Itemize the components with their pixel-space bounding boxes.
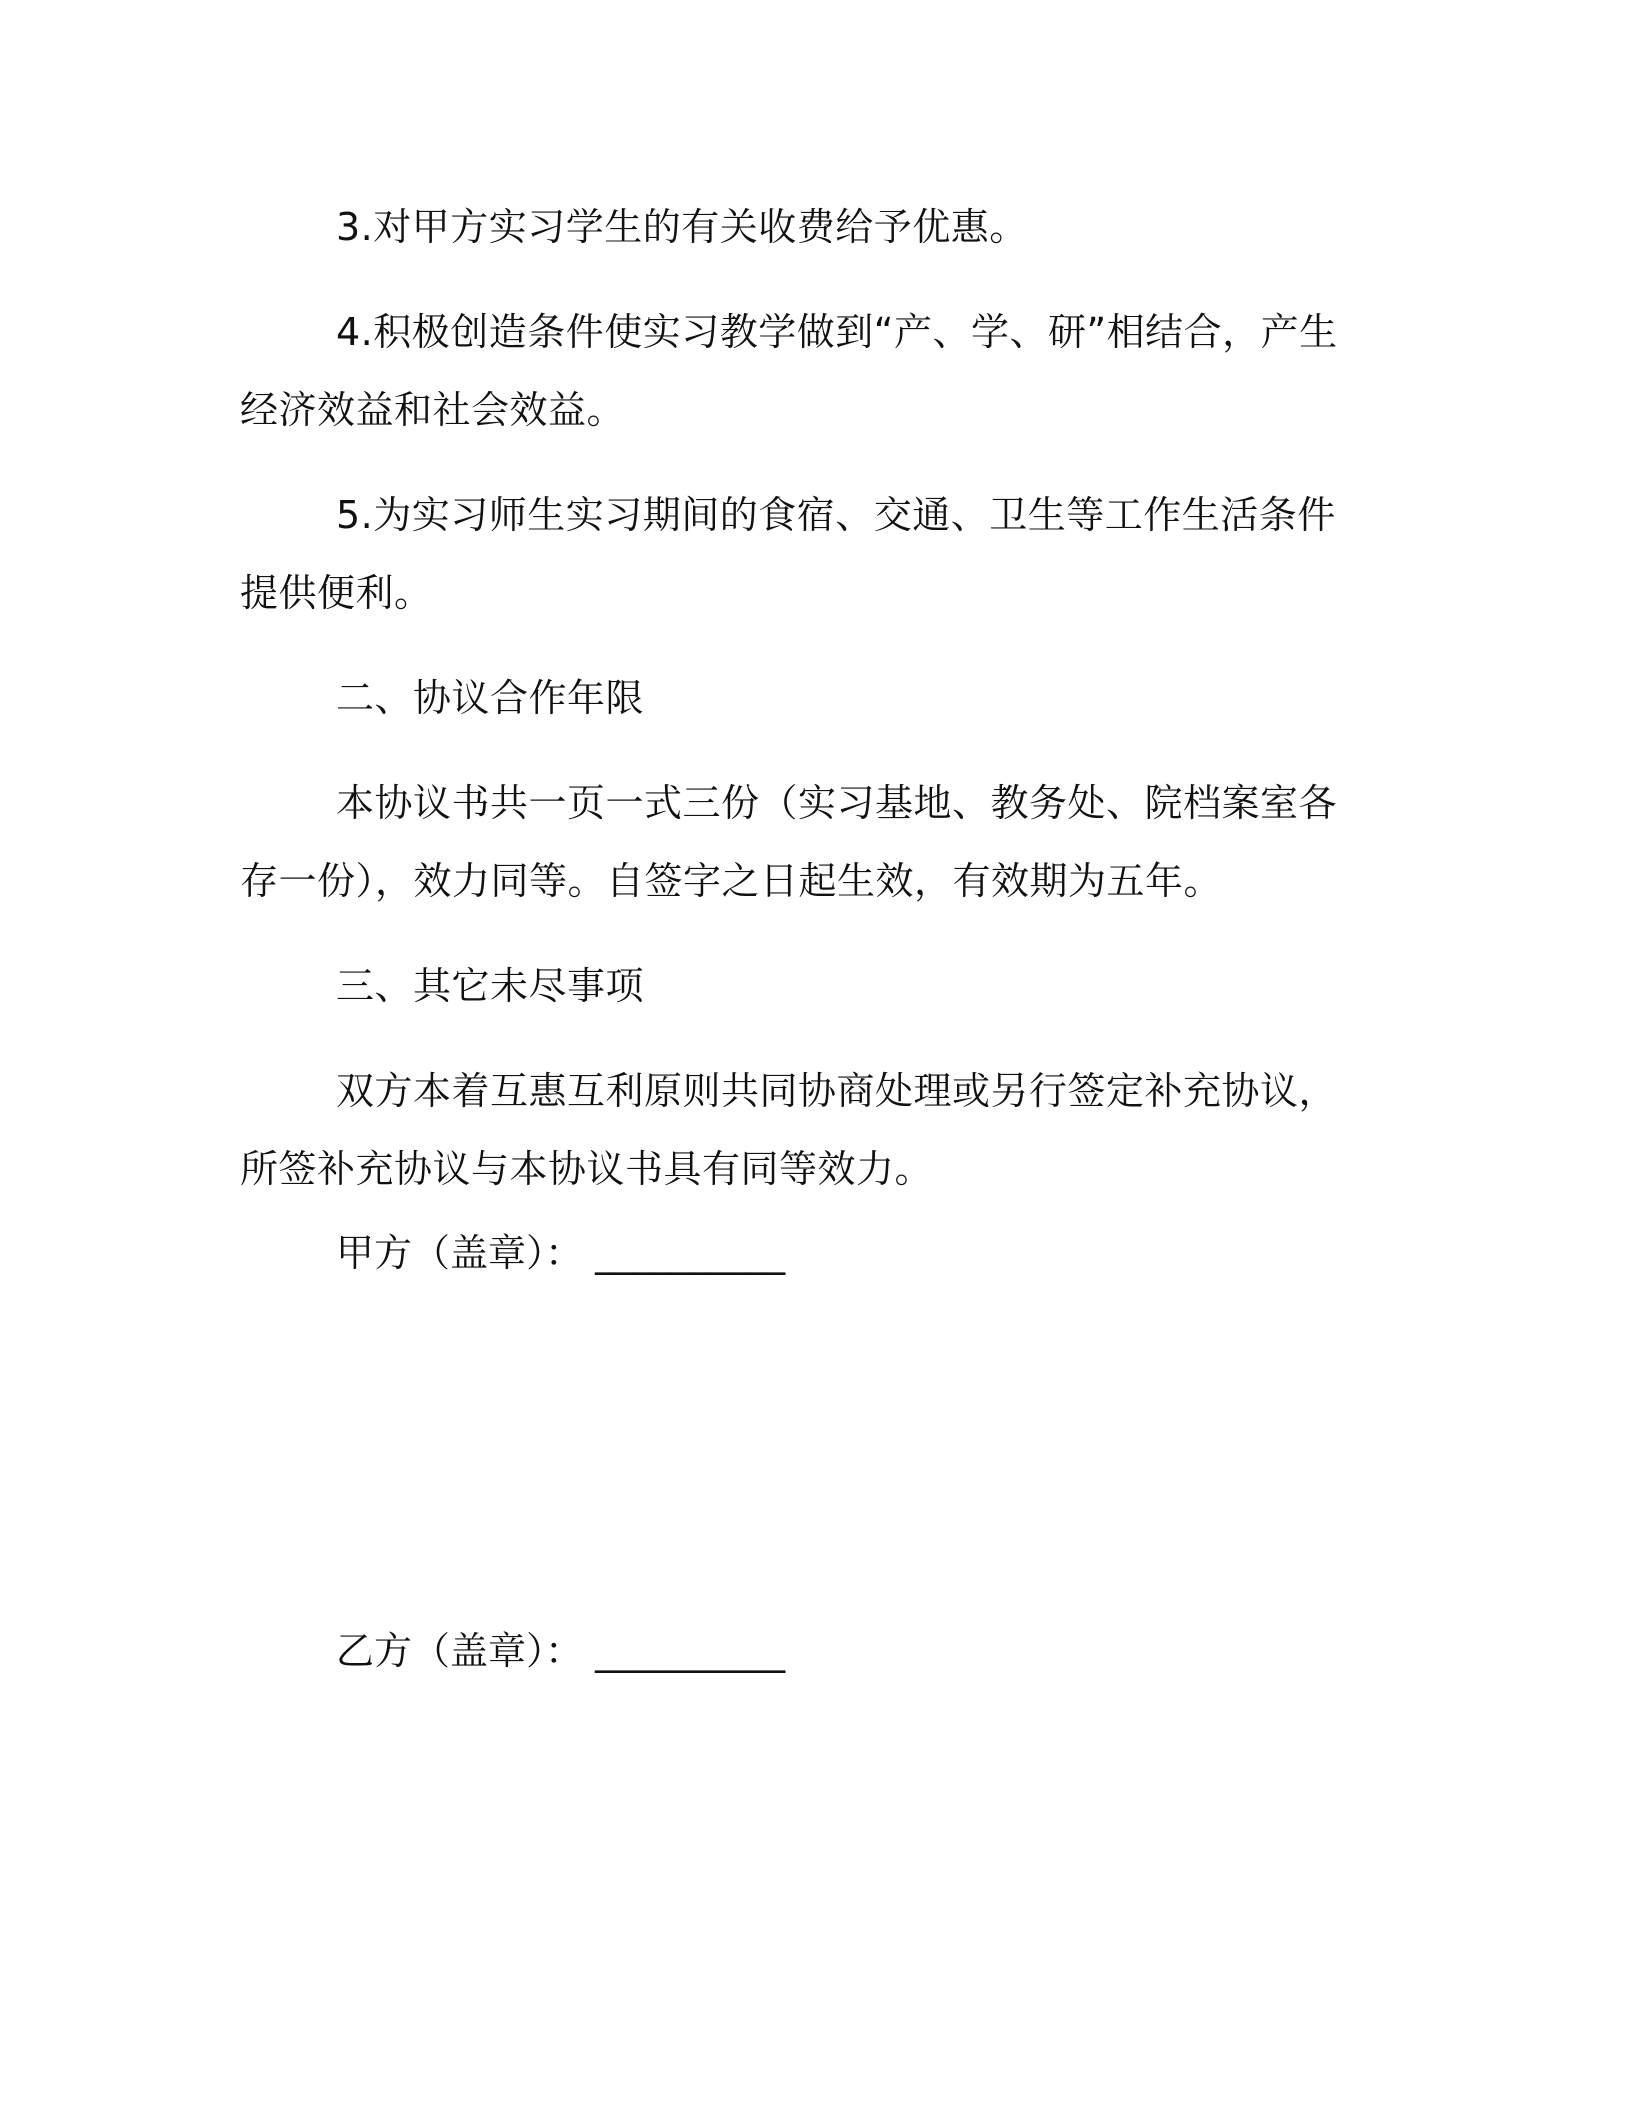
party-b-signature-line [240,1612,1370,1690]
party-a-blank: __________ [595,1231,786,1275]
section-heading-other-matters: 三、其它未尽事项 [336,964,645,1008]
document-body [240,188,1370,1235]
section-heading-cooperation-term: 二、协议合作年限 [336,676,645,720]
clause-4: 4.积极创造条件使实习教学做到“产、学、研”相结合，产生经济效益和社会效益。 [240,310,1338,432]
party-a-signature-line [240,1214,1370,1292]
party-a-label: 甲方（盖章）： [336,1231,584,1275]
cooperation-term-paragraph: 本协议书共一页一式三份（实习基地、教务处、院档案室各存一份），效力同等。自签字之日起生效，有效期为五年。 [240,781,1338,903]
clause-5: 5.为实习师生实习期间的食宿、交通、卫生等工作生活条件提供便利。 [240,493,1336,615]
party-b-blank: __________ [595,1629,786,1673]
party-b-label: 乙方（盖章）： [336,1629,584,1673]
clause-3: 3.对甲方实习学生的有关收费给予优惠。 [336,205,1028,249]
other-matters-paragraph: 双方本着互惠互利原则共同协商处理或另行签定补充协议，所签补充协议与本协议书具有同等效力。 [240,1069,1338,1191]
